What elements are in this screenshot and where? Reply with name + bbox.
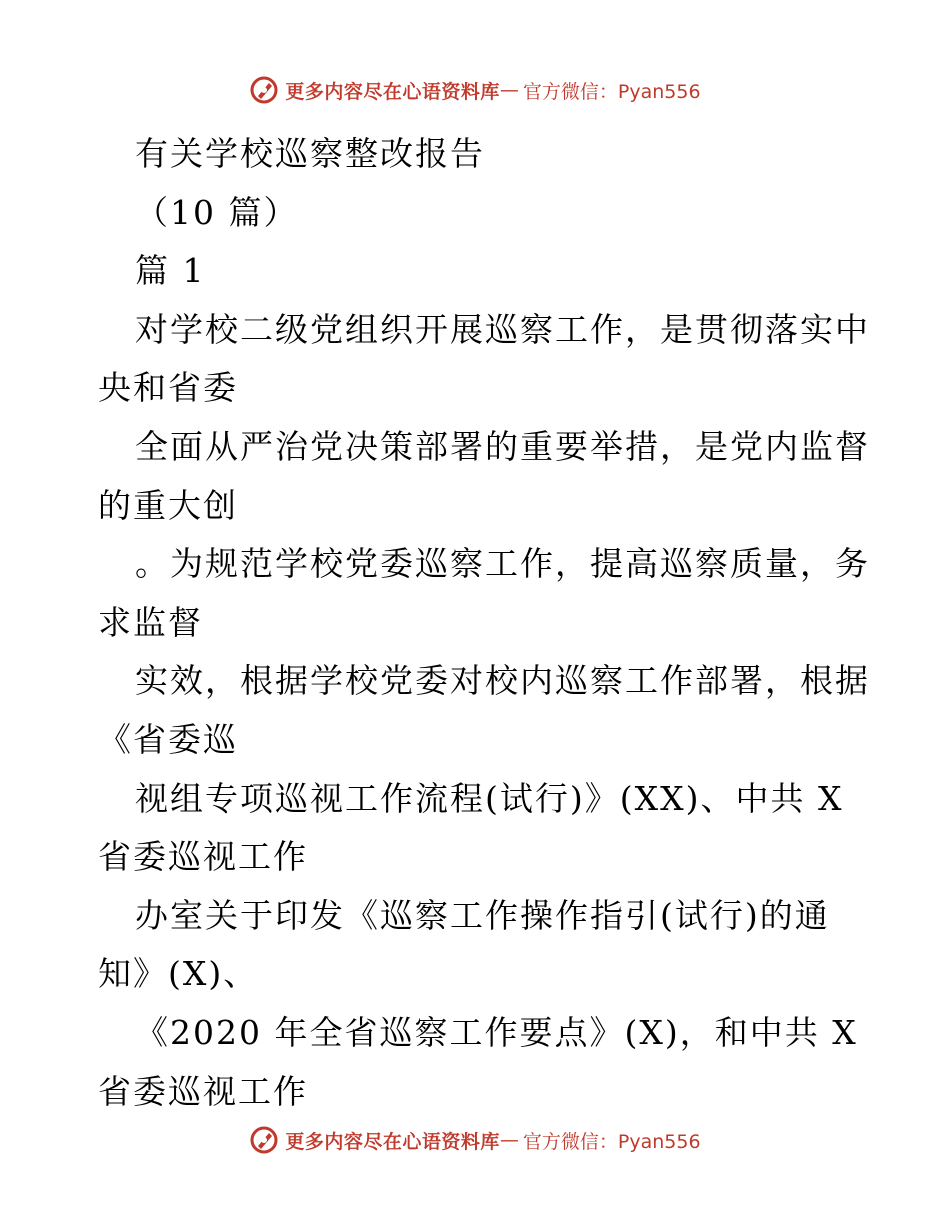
paragraph-line: 对学校二级党组织开展巡察工作，是贯彻落实中 bbox=[135, 309, 870, 349]
paragraph-line: 《2020 年全省巡察工作要点》(X)，和中共 X bbox=[135, 1012, 858, 1052]
banner-site-text: 更多内容尽在心语资料库 bbox=[285, 1130, 500, 1153]
paragraph-line: 《省委巡 bbox=[98, 719, 238, 759]
paragraph-line: 视组专项巡视工作流程(试行)》(XX)、中共 X bbox=[135, 778, 844, 818]
banner-wechat-text: 官方微信：Pyan556 bbox=[522, 1130, 701, 1153]
paragraph-line: 知》(X)、 bbox=[98, 954, 259, 994]
banner-wechat-text: 官方微信：Pyan556 bbox=[522, 80, 701, 103]
pen-circle-logo-icon bbox=[249, 75, 279, 105]
banner-site-text: 更多内容尽在心语资料库 bbox=[285, 80, 500, 103]
paragraph-line: 。为规范学校党委巡察工作，提高巡察质量，务 bbox=[135, 544, 870, 584]
paragraph-line: 的重大创 bbox=[98, 485, 238, 525]
paragraph-line: 省委巡视工作 bbox=[98, 837, 308, 877]
header-watermark-banner bbox=[0, 70, 950, 110]
pen-circle-logo-icon bbox=[249, 1125, 279, 1155]
paragraph-line: 省委巡视工作 bbox=[98, 1071, 308, 1111]
banner-separator: — bbox=[499, 79, 519, 101]
footer-watermark-banner bbox=[0, 1120, 950, 1160]
paragraph-line: 实效，根据学校党委对校内巡察工作部署，根据 bbox=[135, 661, 870, 701]
paragraph-line: 办室关于印发《巡察工作操作指引(试行)的通 bbox=[135, 895, 830, 935]
document-body bbox=[98, 125, 870, 1121]
doc-title: 有关学校巡察整改报告 bbox=[135, 134, 485, 173]
paragraph-line: 全面从严治党决策部署的重要举措，是党内监督 bbox=[135, 426, 870, 466]
doc-subtitle: （10 篇） bbox=[135, 192, 299, 232]
section-heading: 篇 1 bbox=[135, 251, 206, 291]
paragraph-line: 央和省委 bbox=[98, 368, 238, 408]
paragraph-line: 求监督 bbox=[98, 602, 203, 642]
banner-separator: — bbox=[499, 1129, 519, 1151]
